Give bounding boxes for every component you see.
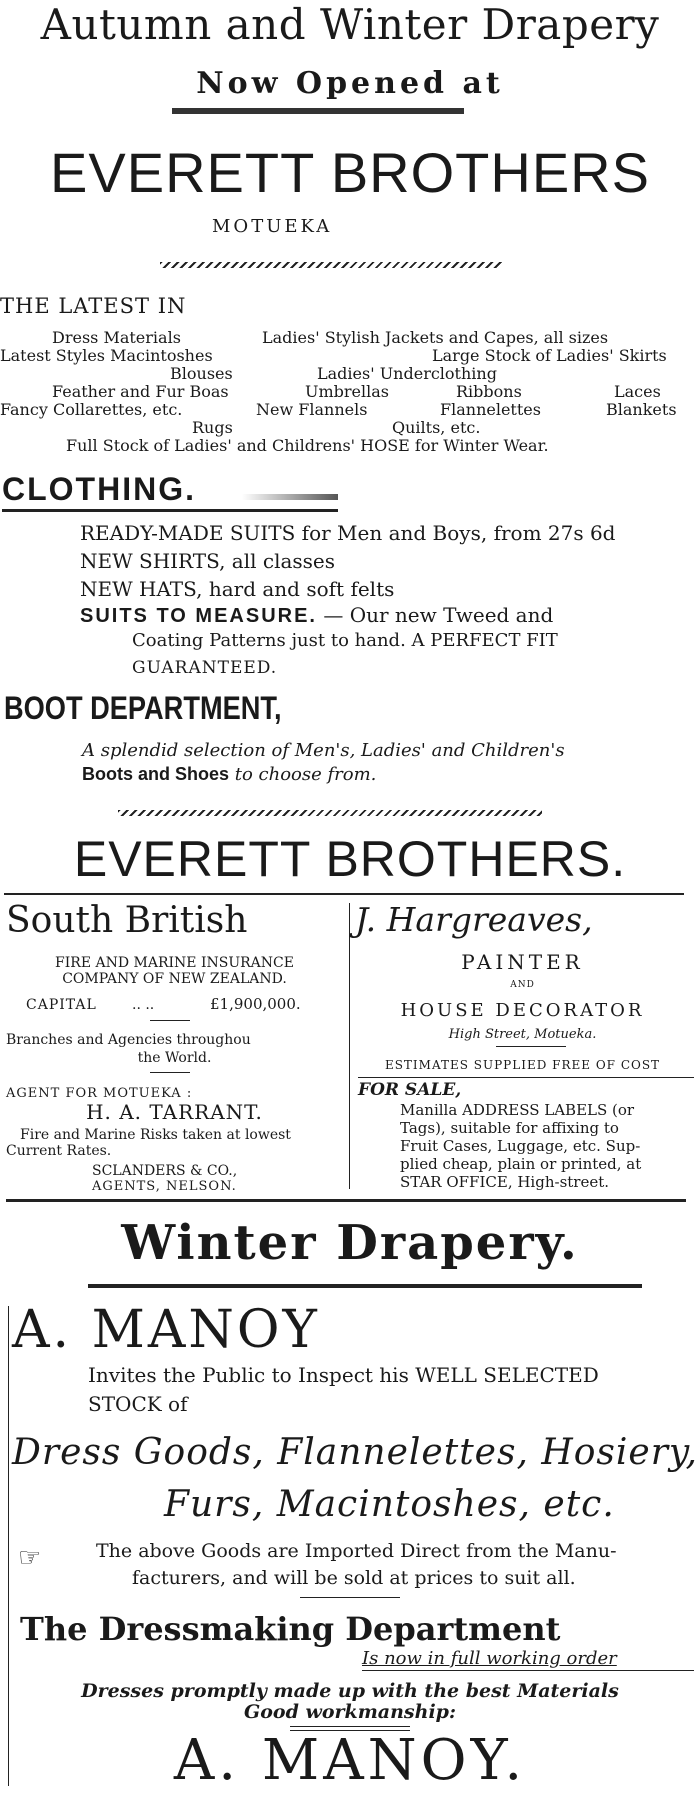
risks-line: Fire and Marine Risks taken at lowest: [20, 1127, 291, 1143]
firm-name: EVERETT BROTHERS: [50, 141, 650, 204]
boot-rest: to choose from.: [234, 764, 377, 785]
invite-line: Invites the Public to Inspect his WELL SELECTED: [88, 1363, 599, 1387]
list-item: Large Stock of Ladies' Skirts: [432, 346, 667, 365]
estimates-line: ESTIMATES SUPPLIED FREE OF COST: [384, 1058, 661, 1072]
clothing-rule: [2, 509, 338, 512]
for-sale-heading: FOR SALE,: [358, 1080, 462, 1100]
drapery-headline: Autumn and Winter Drapery: [40, 0, 660, 49]
capital-dots: .. ..: [132, 997, 155, 1013]
list-item: Quilts, etc.: [392, 418, 481, 437]
boots-shoes-bold: Boots and Shoes: [82, 764, 230, 784]
list-item: Full Stock of Ladies' and Childrens' HOSE for Winter Wear.: [66, 436, 549, 455]
list-item: New Flannels: [256, 400, 368, 419]
ad-rule: [358, 1077, 694, 1078]
headline-rule: [88, 1284, 642, 1288]
list-item: Ladies' Underclothing: [317, 364, 497, 383]
agent-name: H. A. TARRANT.: [86, 1100, 263, 1124]
dressmaking-heading: The Dressmaking Department: [20, 1610, 561, 1648]
branches-line: the World.: [137, 1050, 212, 1066]
clothing-line: READY-MADE SUITS for Men and Boys, from 27s 6d: [80, 521, 616, 545]
section-rule: [6, 1199, 686, 1202]
now-opened-subhead: Now Opened at: [196, 66, 504, 101]
list-item: Feather and Fur Boas: [52, 382, 229, 401]
imported-line: facturers, and will be sold at prices to suit all.: [132, 1567, 576, 1589]
short-rule: [290, 1726, 410, 1727]
imported-line: The above Goods are Imported Direct from the Manu-: [96, 1540, 617, 1562]
agents-line: AGENTS, NELSON.: [92, 1179, 237, 1194]
for-sale-line: Tags), suitable for affixing to: [400, 1119, 619, 1137]
boot-line-2: [82, 764, 376, 785]
for-sale-line: STAR OFFICE, High-street.: [400, 1173, 610, 1191]
list-item: Blankets: [606, 400, 677, 419]
clothing-line: NEW HATS, hard and soft felts: [80, 577, 395, 601]
for-sale-line: Manilla ADDRESS LABELS (or: [400, 1101, 635, 1119]
list-item: Rugs: [192, 418, 233, 437]
manoy-name: A. MANOY: [12, 1300, 320, 1360]
painter-trade: PAINTER: [461, 950, 584, 974]
list-item: Dress Materials: [52, 328, 181, 347]
wavy-rule: [118, 810, 542, 816]
branches-line: Branches and Agencies throughou: [6, 1032, 251, 1048]
list-item: Laces: [614, 382, 661, 401]
manoy-signature: A. MANOY.: [173, 1728, 527, 1793]
wavy-rule: [160, 262, 502, 268]
goods-line: Dress Goods, Flannelettes, Hosiery,: [12, 1432, 698, 1473]
list-item: Ladies' Stylish Jackets and Capes, all sizes: [262, 328, 609, 347]
risks-line: Current Rates.: [6, 1143, 112, 1159]
painter-trade-2: HOUSE DECORATOR: [400, 1000, 645, 1021]
latest-heading: THE LATEST IN: [0, 294, 187, 318]
left-border: [8, 1306, 9, 1786]
agents-line: SCLANDERS & CO.,: [92, 1163, 238, 1179]
clothing-heading: CLOTHING.: [2, 471, 196, 507]
insurance-line: FIRE AND MARINE INSURANCE: [55, 955, 294, 971]
town-name: MOTUEKA: [212, 216, 333, 237]
insurance-heading: South British: [6, 900, 248, 941]
capital-value: £1,900,000.: [210, 995, 301, 1013]
suits-line-2: Coating Patterns just to hand. A PERFECT FIT: [132, 630, 558, 651]
agent-label: AGENT FOR MOTUEKA :: [6, 1086, 193, 1101]
pen-icon: [242, 494, 338, 500]
boot-heading: BOOT DEPARTMENT,: [4, 690, 282, 726]
short-rule: [300, 1597, 400, 1598]
short-rule: [150, 1072, 190, 1073]
firm-footer: EVERETT BROTHERS.: [73, 831, 627, 887]
list-item: Umbrellas: [305, 382, 389, 401]
winter-drapery-headline: Winter Drapery.: [121, 1215, 579, 1271]
working-line: Is now in full working order: [362, 1648, 617, 1669]
pointing-hand-icon: ☞: [18, 1543, 42, 1573]
invite-line: STOCK of: [88, 1392, 188, 1416]
short-rule: [496, 1046, 566, 1047]
section-rule: [4, 893, 684, 895]
for-sale-line: plied cheap, plain or printed, at: [400, 1155, 642, 1173]
column-divider: [349, 903, 350, 1189]
painter-and: AND: [510, 980, 535, 990]
suits-line-3: GUARANTEED.: [132, 658, 278, 678]
list-item: Ribbons: [456, 382, 522, 401]
for-sale-line: Fruit Cases, Luggage, etc. Sup-: [400, 1137, 641, 1155]
list-item: Fancy Collarettes, etc.: [0, 400, 183, 419]
capital-label: CAPITAL: [26, 997, 97, 1013]
dresses-line: Good workmanship:: [244, 1701, 456, 1723]
painter-name: J. Hargreaves,: [355, 900, 593, 939]
list-item: Blouses: [170, 364, 233, 383]
suits-rest: — Our new Tweed and: [323, 603, 554, 627]
suits-bold: SUITS TO MEASURE.: [80, 605, 317, 627]
painter-address: High Street, Motueka.: [448, 1027, 597, 1042]
suits-line: [80, 603, 553, 628]
dresses-line: Dresses promptly made up with the best Materials: [81, 1680, 619, 1702]
insurance-line: COMPANY OF NEW ZEALAND.: [62, 971, 287, 987]
clothing-line: NEW SHIRTS, all classes: [80, 549, 336, 573]
working-rule: [362, 1670, 694, 1671]
short-rule: [150, 1020, 190, 1021]
goods-line: Furs, Macintoshes, etc.: [164, 1484, 615, 1525]
decorative-bar: [172, 108, 464, 114]
list-item: Latest Styles Macintoshes: [0, 346, 213, 365]
list-item: Flannelettes: [440, 400, 541, 419]
boot-line: A splendid selection of Men's, Ladies' and Children's: [82, 740, 565, 761]
